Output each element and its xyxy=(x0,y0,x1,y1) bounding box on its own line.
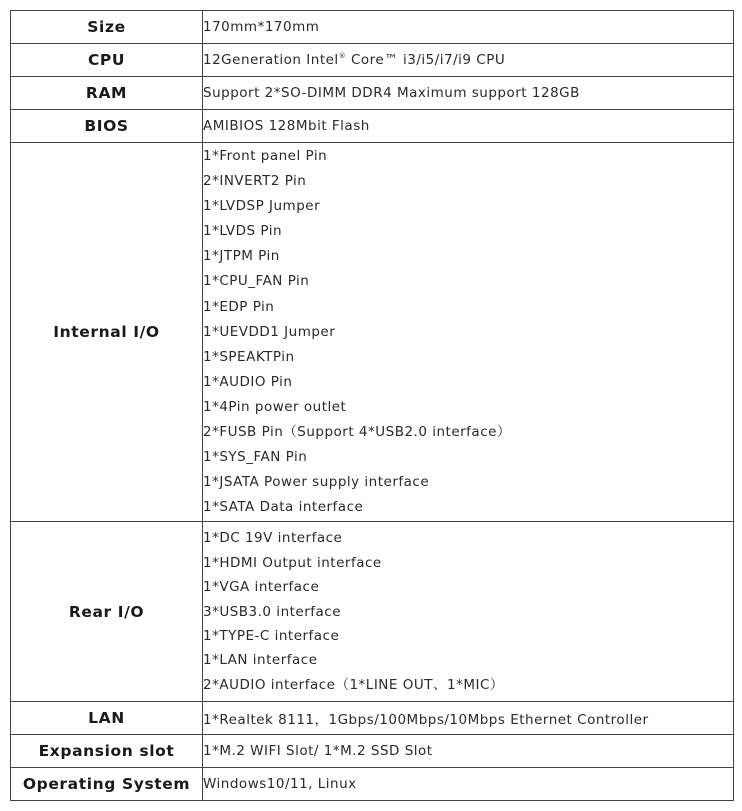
spec-table xyxy=(10,10,734,801)
list-item: 2*INVERT2 Pin xyxy=(203,173,307,190)
spec-label-expansion-slot: Expansion slot xyxy=(11,735,203,768)
list-item: 1*CPU_FAN Pin xyxy=(203,273,310,290)
list-item: 1*JSATA Power supply interface xyxy=(203,474,430,491)
list-item: 3*USB3.0 interface xyxy=(203,603,342,620)
spec-label-size: Size xyxy=(11,11,203,44)
spec-row-rear-io xyxy=(11,522,734,702)
list-item: 1*SPEAKTPin xyxy=(203,348,295,365)
list-item: 1*DC 19V interface xyxy=(203,530,343,547)
spec-row-size xyxy=(11,11,734,44)
spec-label-rear-io: Rear I/O xyxy=(11,522,203,702)
list-item: 1*HDMI Output interface xyxy=(203,554,382,571)
cpu-value-text-suffix: Core™ i3/i5/i7/i9 CPU xyxy=(346,52,506,68)
list-item: 2*FUSB Pin（Support 4*USB2.0 interface） xyxy=(203,424,511,441)
spec-value-lan: 1*Realtek 8111，1Gbps/100Mbps/10Mbps Ethernet Controller xyxy=(203,702,734,735)
spec-value-internal-io xyxy=(203,143,734,522)
list-item: 1*EDP Pin xyxy=(203,298,275,315)
spec-value-size: 170mm*170mm xyxy=(203,11,734,44)
spec-value-ram: Support 2*SO-DIMM DDR4 Maximum support 128GB xyxy=(203,77,734,110)
spec-label-operating-system: Operating System xyxy=(11,768,203,801)
spec-row-ram xyxy=(11,77,734,110)
spec-row-internal-io xyxy=(11,143,734,522)
list-item: 1*JTPM Pin xyxy=(203,248,280,265)
spec-row-bios xyxy=(11,110,734,143)
spec-value-cpu xyxy=(203,44,734,77)
list-item: 1*LAN interface xyxy=(203,652,318,669)
spec-label-bios: BIOS xyxy=(11,110,203,143)
list-item: 1*LVDSP Jumper xyxy=(203,198,321,215)
spec-row-expansion-slot xyxy=(11,735,734,768)
list-item: 1*UEVDD1 Jumper xyxy=(203,323,336,340)
list-item: 1*SYS_FAN Pin xyxy=(203,449,308,466)
spec-row-operating-system xyxy=(11,768,734,801)
spec-label-lan: LAN xyxy=(11,702,203,735)
spec-row-lan xyxy=(11,702,734,735)
list-item: 2*AUDIO interface（1*LINE OUT、1*MIC） xyxy=(203,676,504,693)
registered-mark: ® xyxy=(338,52,347,60)
spec-value-bios: AMIBIOS 128Mbit Flash xyxy=(203,110,734,143)
spec-label-internal-io: Internal I/O xyxy=(11,143,203,522)
cpu-value-text: 12Generation Intel xyxy=(203,52,339,68)
list-item: 1*SATA Data interface xyxy=(203,499,364,516)
spec-value-expansion-slot: 1*M.2 WIFI Slot/ 1*M.2 SSD Slot xyxy=(203,735,734,768)
list-item: 1*LVDS Pin xyxy=(203,223,283,240)
list-item: 1*4Pin power outlet xyxy=(203,398,347,415)
spec-value-operating-system: Windows10/11, Linux xyxy=(203,768,734,801)
spec-value-rear-io xyxy=(203,522,734,702)
spec-row-cpu xyxy=(11,44,734,77)
list-item: 1*TYPE-C interface xyxy=(203,627,340,644)
list-item: 1*Front panel Pin xyxy=(203,148,328,164)
list-item: 1*AUDIO Pin xyxy=(203,373,293,390)
spec-label-ram: RAM xyxy=(11,77,203,110)
list-item: 1*VGA interface xyxy=(203,579,320,596)
spec-label-cpu: CPU xyxy=(11,44,203,77)
